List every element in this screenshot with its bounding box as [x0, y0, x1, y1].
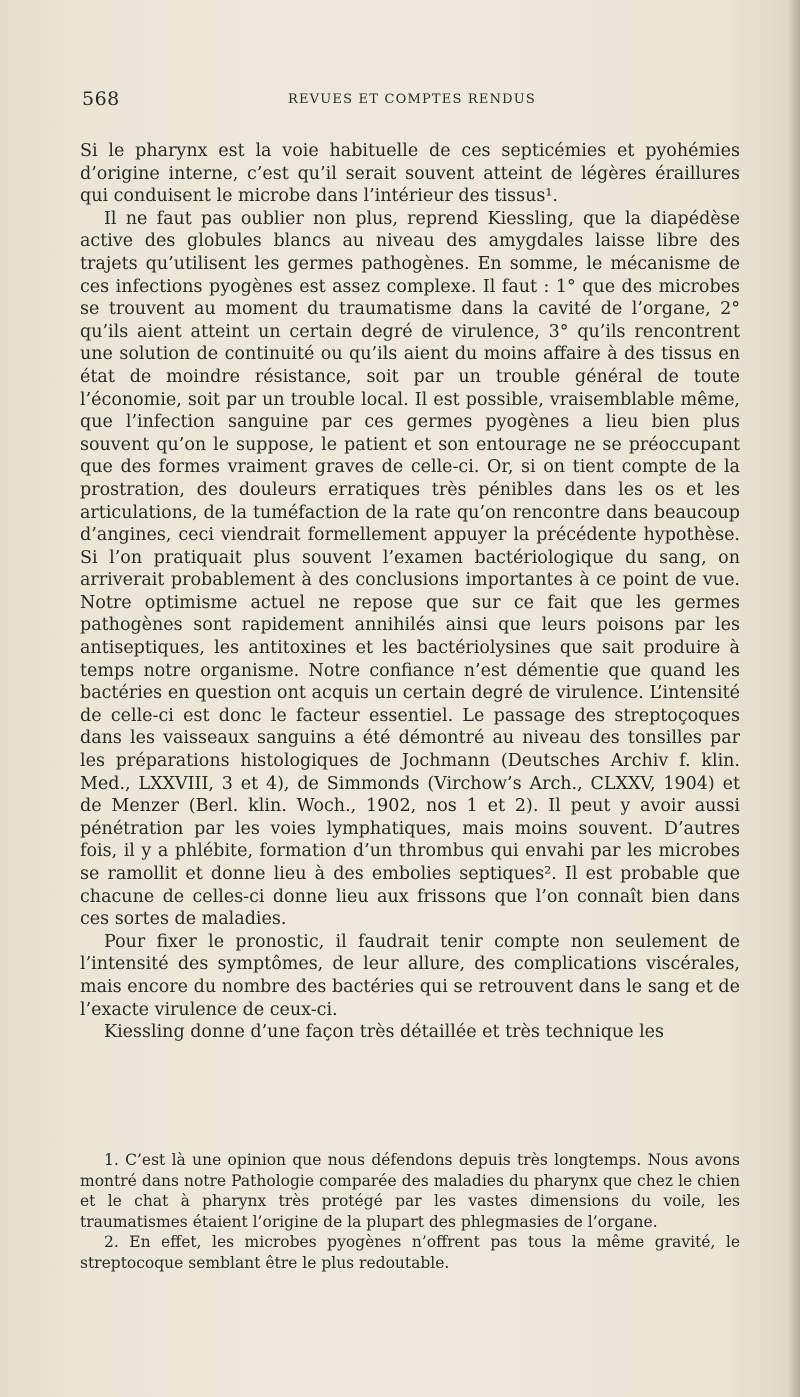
- page-edge-shadow: [788, 0, 800, 1397]
- footnote: 2. En effet, les microbes pyogènes n’offrent pas tous la même gravité, le streptocoque semblant être le plus redoutable.: [80, 1233, 740, 1272]
- page-number: 568: [82, 88, 120, 110]
- paragraph: Pour fixer le pronostic, il faudrait tenir compte non seulement de l’intensité des symptômes, de leur allure, des complications viscérales, mais encore du nombre des bactéries qui se retrouvent dans le sang et de l’exacte virulence de ceux-ci.: [80, 931, 740, 1020]
- body-text: [80, 140, 740, 1044]
- footnote: 1. C’est là une opinion que nous défendons depuis très longtemps. Nous avons montré dans notre Pathologie comparée des maladies du pharynx que chez le chien et le chat à pharynx très protégé par les vastes dimensions du voile, les traumatismes étaient l’origine de la plupart des phlegmasies de l’organe.: [80, 1151, 740, 1231]
- running-head: REVUES ET COMPTES RENDUS: [288, 92, 537, 107]
- paragraph: Si le pharynx est la voie habituelle de ces septicémies et pyohémies d’origine interne, c’est qu’il serait souvent atteint de légères éraillures qui conduisent le microbe dans l’intérieur des tissus¹.: [80, 141, 740, 207]
- paragraph: Il ne faut pas oublier non plus, reprend Kiessling, que la diapédèse active des globules blancs au niveau des amygdales laisse libre des trajets qu’utilisent les germes pathogènes. En somme, le mécanisme de ces infections pyogènes est assez complexe. Il faut : 1° que des microbes se trouvent au moment du traumatisme dans la cavité de l’organe, 2° qu’ils aient atteint un certain degré de virulence, 3° qu’ils rencontrent une solution de continuité ou qu’ils aient du moins affaire à des tissus en état de moindre résistance, soit par un trouble général de toute l’économie, soit par un trouble local. Il est possible, vraisemblable même, que l’infection sanguine par ces germes pyogènes a lieu bien plus souvent qu’on le suppose, le patient et son entourage ne se préoccupant que des formes vraiment graves de celle-ci. Or, si on tient compte de la prostration, des douleurs erratiques très pénibles dans les os et les articulations, de la tuméfaction de la rate qu’on rencontre dans beaucoup d’angines, ceci viendrait formellement appuyer la précédente hypothèse. Si l’on pratiquait plus souvent l’examen bactériologique du sang, on arriverait probablement à des conclusions importantes à ce point de vue. Notre optimisme actuel ne repose que sur ce fait que les germes pathogènes sont rapidement annihilés ainsi que leurs poisons par les antiseptiques, les antitoxines et les bactériolysines que sait produire à temps notre organisme. Notre confiance n’est démentie que quand les bactéries en question ont acquis un certain degré de virulence. L’intensité de celle-ci est donc le facteur essentiel. Le passage des streptoçoques dans les vaisseaux sanguins a été démontré au niveau des tonsilles par les préparations histologiques de Jochmann (Deutsches Archiv f. klin. Med., LXXVIII, 3 et 4), de Simmonds (Virchow’s Arch., CLXXV, 1904) et de Menzer (Berl. klin. Woch., 1902, nos 1 et 2). Il peut y avoir aussi pénétration par les voies lymphatiques, mais moins souvent. D’autres fois, il y a phlébite, formation d’un thrombus qui envahi par les microbes se ramollit et donne lieu à des embolies septiques². Il est probable que chacune de celles-ci donne lieu aux frissons que l’on connaît bien dans ces sortes de maladies.: [80, 208, 740, 930]
- paragraph: Kiessling donne d’une façon très détaillée et très technique les: [104, 1022, 665, 1043]
- page-header: [82, 88, 738, 114]
- footnotes: [80, 1150, 740, 1273]
